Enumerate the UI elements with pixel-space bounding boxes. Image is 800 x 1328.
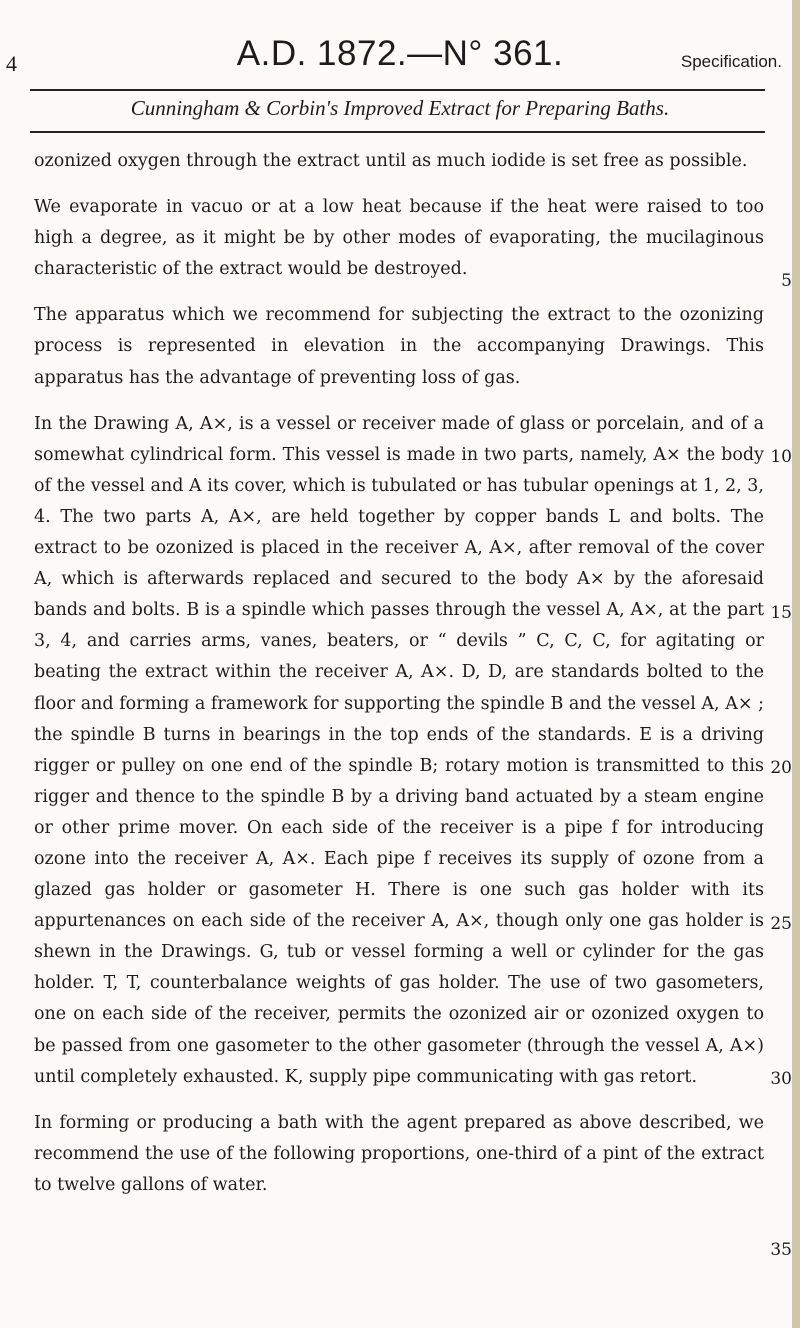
line-number: 5 [781,271,792,291]
paragraph: We evaporate in vacuo or at a low heat because if the heat were raised to too high a degree, as it might be by other modes of evaporating, the mucilaginous characteristic of the extract would be destroyed. [34,197,764,280]
paragraph: ozonized oxygen through the extract until as much iodide is set free as possible. [34,151,748,171]
line-number: 15 [770,603,792,623]
page-number: 4 [6,51,17,76]
paragraph: In forming or producing a bath with the agent prepared as above described, we recommend the use of the following proportions, one-third of a pint of the extract to twelve gallons of water. [34,1112,764,1195]
paragraph: The apparatus which we recommend for subjecting the extract to the ozonizing process is represented in elevation in the accompanying Drawings. This apparatus has the advantage of preventing loss of gas. [34,305,764,388]
document-subtitle: Cunningham & Corbin's Improved Extract for Preparing Baths. [130,96,670,120]
page-edge [792,0,800,1328]
section-label: Specification. [680,52,782,71]
line-number: 25 [770,914,792,934]
bottom-rule [30,131,765,133]
document-title: A.D. 1872.—N° 361. [236,34,564,73]
top-rule [30,89,765,91]
line-number: 35 [770,1240,792,1260]
line-number: 20 [770,758,792,778]
body-text [34,146,764,1216]
paragraph: In the Drawing A, A×, is a vessel or receiver made of glass or porcelain, and of a somewhat cylindrical form. This vessel is made in two parts, namely, A× the body of the vessel and A its cover, which is tubulated or has tubular openings at 1, 2, 3, 4. The two parts A, A×, are held together by copper bands L and bolts. The extract to be ozonized is placed in the receiver A, A×, after removal of the cover A, which is afterwards replaced and secured to the body A× by the aforesaid bands and bolts. B is a spindle which passes through the vessel A, A×, at the part 3, 4, and carries arms, vanes, beaters, or “ devils ” C, C, C, for agitating or beating the extract within the receiver A, A×. D, D, are standards bolted to the floor and forming a framework for supporting the spindle B and the vessel A, A× ; the spindle B turns in bearings in the top ends of the standards. E is a driving rigger or pulley on one end of the spindle B; rotary motion is transmitted to this rigger and thence to the spindle B by a driving band actuated by a steam engine or other prime mover. On each side of the receiver is a pipe f for introducing ozone into the receiver A, A×. Each pipe f receives its supply of ozone from a glazed gas holder or gasometer H. There is one such gas holder with its appurtenances on each side of the receiver A, A×, though only one gas holder is shewn in the Drawings. G, tub or vessel forming a well or cylinder for the gas holder. T, T, counterbalance weights of gas holder. The use of two gasometers, one on each side of the receiver, permits the ozonized air or ozonized oxygen to be passed from one gasometer to the other gasometer (through the vessel A, A×) until completely exhausted. K, supply pipe communicating with gas retort. [34,413,764,1087]
line-number: 30 [770,1069,792,1089]
line-number: 10 [770,447,792,467]
